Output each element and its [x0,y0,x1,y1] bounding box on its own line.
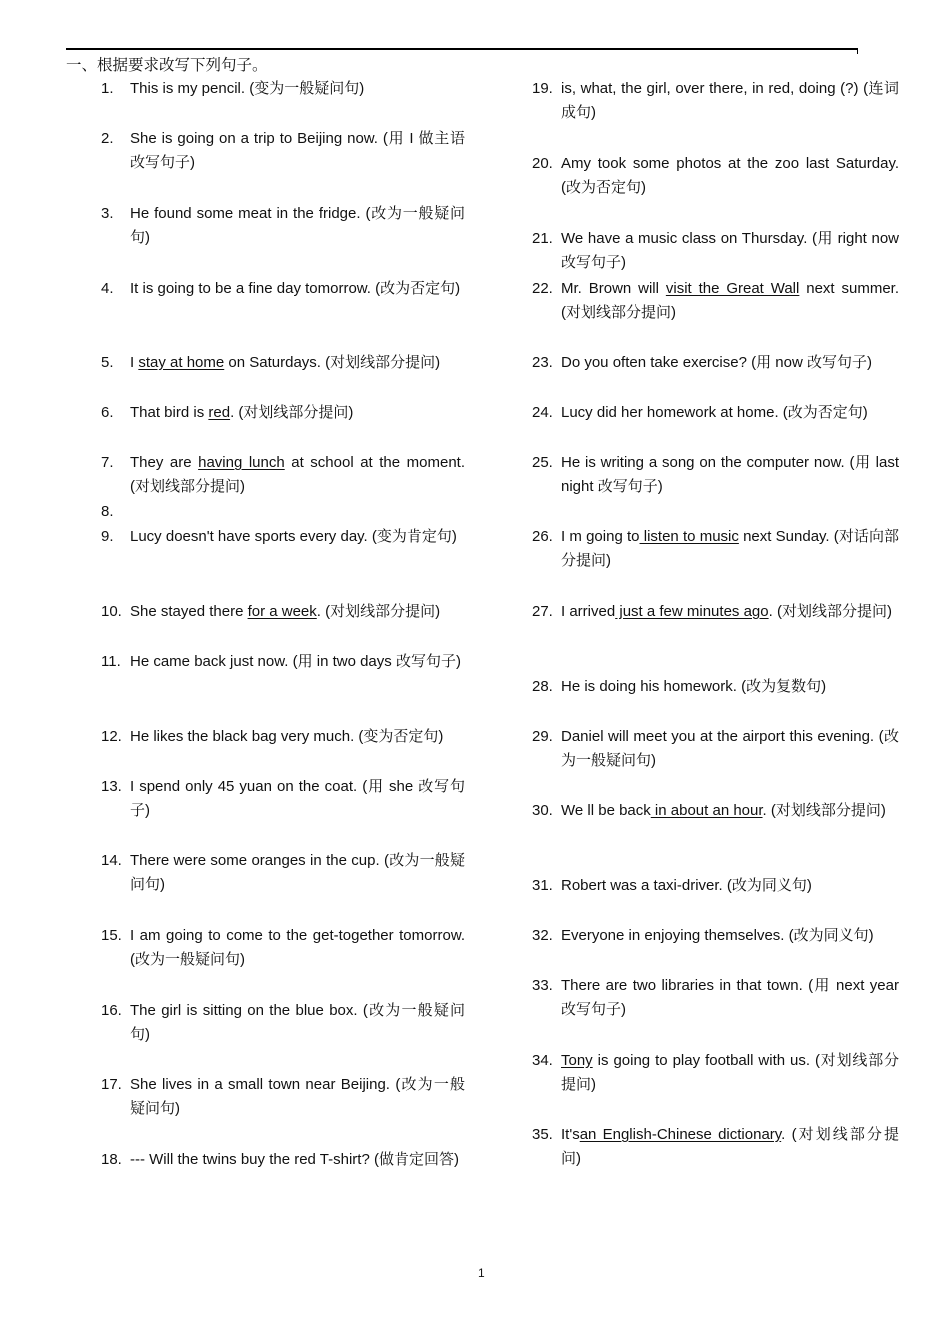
question-number: 20. [532,155,553,172]
question-number: 17. [101,1076,122,1093]
question-item [532,1123,899,1171]
question-number: 30. [532,802,553,819]
text-segment: is, what, the girl, over there, in red, doing (?) (连词成句) [561,80,899,121]
underlined-phrase: red [208,404,231,421]
text-segment: It is going to be a fine day tomorrow. (改为否定句) [130,280,461,297]
question-item [532,525,899,573]
text-segment: There are two libraries in that town. (用 next year 改写句子) [561,977,899,1018]
question-text [130,849,465,897]
question-number: 24. [532,404,553,421]
question-number: 15. [101,927,122,944]
question-text [561,874,899,898]
text-segment: There were some oranges in the cup. (改为一般疑问句) [130,852,465,893]
question-number: 33. [532,977,553,994]
question-text [130,600,465,624]
question-number: 32. [532,927,553,944]
question-number: 6. [101,404,114,421]
question-text [130,77,465,101]
question-text [561,1049,899,1097]
text-segment: Do you often take exercise? (用 now 改写句子) [561,354,872,371]
underlined-phrase: in about an hour [650,802,763,819]
text-segment: Lucy did her homework at home. (改为否定句) [561,404,868,421]
question-item [101,500,465,524]
question-item [532,600,899,624]
text-segment: . (对划线部分提问) [762,802,886,819]
question-text [130,401,465,425]
question-number: 26. [532,528,553,545]
text-segment: next summer. (对划线部分提问) [561,280,899,321]
text-segment: That bird is [130,404,209,421]
question-item [532,277,899,325]
question-text [561,924,899,948]
question-item [532,77,899,125]
question-text [561,227,899,275]
question-item [101,202,465,250]
question-text [561,77,899,125]
question-text [561,152,899,200]
text-segment: We ll be back [561,802,651,819]
question-number: 9. [101,528,114,545]
question-item [101,1148,465,1172]
text-segment: on Saturdays. (对划线部分提问) [224,354,441,371]
question-text [561,799,899,823]
question-text [130,999,465,1047]
question-text [561,525,899,573]
question-number: 35. [532,1126,553,1143]
question-item [532,1049,899,1097]
question-number: 18. [101,1151,122,1168]
question-item [101,999,465,1047]
question-number: 12. [101,728,122,745]
question-number: 19. [532,80,553,97]
text-segment: --- Will the twins buy the red T-shirt? (做肯定回答) [130,1151,459,1168]
question-text [561,974,899,1022]
text-segment: . (对划线部分提问) [230,404,354,421]
question-number: 1. [101,80,114,97]
question-item [532,974,899,1022]
question-number: 27. [532,603,553,620]
text-segment: Everyone in enjoying themselves. (改为同义句) [561,927,874,944]
question-item [101,401,465,425]
text-segment: He likes the black bag very much. (变为否定句) [130,728,444,745]
question-item [101,600,465,624]
text-segment: We have a music class on Thursday. (用 right now 改写句子) [561,230,899,271]
text-segment: I m going to [561,528,640,545]
question-text [561,675,899,699]
question-number: 34. [532,1052,553,1069]
text-segment: He is doing his homework. (改为复数句) [561,678,827,695]
question-number: 25. [532,454,553,471]
question-number: 21. [532,230,553,247]
question-text [561,351,899,375]
underlined-phrase: for a week [247,603,317,620]
question-text [561,725,899,773]
text-segment: at school at the moment. (对划线部分提问) [130,454,465,495]
text-segment: I spend only 45 yuan on the coat. (用 she 改写句子) [130,778,465,819]
question-text [130,525,465,549]
question-number: 22. [532,280,553,297]
text-segment: I arrived [561,603,616,620]
question-text [130,924,465,972]
question-text [130,351,465,375]
text-segment: is going to play football with us. (对划线部分提问) [561,1052,899,1093]
question-number: 7. [101,454,114,471]
section-title: 一、根据要求改写下列句子。 [66,56,268,74]
question-item [101,924,465,972]
question-item [101,525,465,549]
question-number: 13. [101,778,122,795]
underlined-phrase: having lunch [198,454,285,471]
underlined-phrase: just a few minutes ago [615,603,769,620]
question-text [130,1148,465,1172]
question-number: 29. [532,728,553,745]
text-segment: . (对划线部分提问) [316,603,441,620]
question-item [101,77,465,101]
question-item [532,227,899,275]
underlined-phrase: listen to music [639,528,739,545]
question-text [561,401,899,425]
question-item [101,277,465,301]
question-number: 14. [101,852,122,869]
question-item [532,401,899,425]
question-item [101,775,465,823]
question-text [130,277,465,301]
underlined-phrase: stay at home [138,354,225,371]
question-item [101,1073,465,1121]
question-number: 2. [101,130,114,147]
text-segment: They are [130,454,199,471]
question-text [130,650,465,674]
question-text [561,451,899,499]
question-number: 5. [101,354,114,371]
question-text [130,775,465,823]
question-number: 31. [532,877,553,894]
question-item [532,351,899,375]
text-segment: Daniel will meet you at the airport this evening. (改为一般疑问句) [561,728,899,769]
question-number: 3. [101,205,114,222]
text-segment: It's [561,1126,580,1143]
question-number: 28. [532,678,553,695]
question-text [130,500,465,524]
underlined-phrase: an English-Chinese dictionary [579,1126,782,1143]
question-number: 10. [101,603,122,620]
question-item [532,799,899,823]
question-number: 16. [101,1002,122,1019]
question-number: 23. [532,354,553,371]
question-text [561,600,899,624]
question-item [532,675,899,699]
question-item [532,924,899,948]
text-segment: I [130,354,139,371]
question-item [532,874,899,898]
text-segment: He came back just now. (用 in two days 改写句子) [130,653,461,670]
top-rule [66,48,857,50]
text-segment: Mr. Brown will [561,280,666,297]
question-number: 8. [101,503,114,520]
underlined-phrase: visit the Great Wall [665,280,800,297]
question-item [101,849,465,897]
question-text [130,725,465,749]
page-number: 1 [478,1266,485,1280]
text-segment: This is my pencil. (变为一般疑问句) [130,80,365,97]
text-segment: I am going to come to the get-together tomorrow. (改为一般疑问句) [130,927,465,968]
text-segment: next Sunday. (对话向部分提问) [561,528,899,569]
text-segment: The girl is sitting on the blue box. (改为一般疑问句) [130,1002,465,1043]
question-item [532,152,899,200]
text-segment: She lives in a small town near Beijing. (改为一般疑问句) [130,1076,465,1117]
text-segment: He is writing a song on the computer now. (用 last night 改写句子) [561,454,899,495]
question-text [561,1123,899,1171]
text-segment: . (对划线部分提问) [768,603,892,620]
text-segment: Amy took some photos at the zoo last Saturday. (改为否定句) [561,155,899,196]
question-number: 11. [101,653,121,670]
text-segment: She stayed there [130,603,248,620]
question-item [101,725,465,749]
question-text [130,127,465,175]
question-item [101,351,465,375]
question-text [130,202,465,250]
question-item [101,127,465,175]
question-text [561,277,899,325]
text-segment: Lucy doesn't have sports every day. (变为肯定句) [130,528,457,545]
underlined-phrase: Tony [561,1052,593,1069]
question-text [130,451,465,499]
text-segment: She is going on a trip to Beijing now. (用 I 做主语改写句子) [130,130,465,171]
text-segment: Robert was a taxi-driver. (改为同义句) [561,877,812,894]
question-item [532,451,899,499]
text-segment: He found some meat in the fridge. (改为一般疑问句) [130,205,465,246]
question-item [101,650,465,674]
question-text [130,1073,465,1121]
question-item [101,451,465,499]
question-item [532,725,899,773]
text-segment: . (对划线部分提问) [561,1126,899,1167]
question-number: 4. [101,280,114,297]
